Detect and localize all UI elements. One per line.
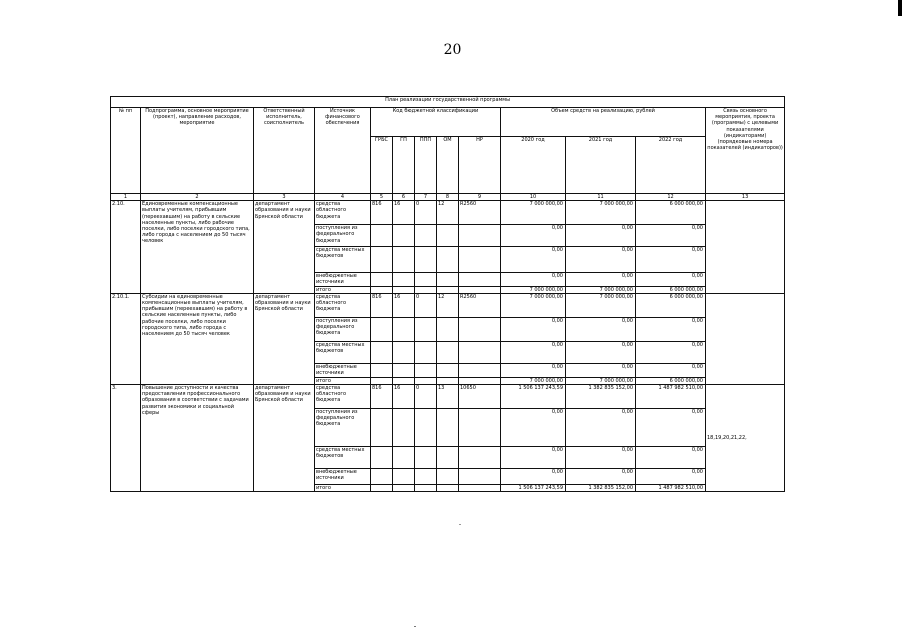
total-cell: 7 000 000,00: [501, 377, 566, 384]
amount-cell: 0,00: [566, 273, 636, 286]
row-name: Единовременные компенсационные выплаты учителям, прибывшим (переехавшим) на работу в сельские населенные пункты, либо рабочие поселки, либо поселки городского типа, либо города с населением до 50 тысяч человек: [141, 201, 254, 294]
plan-table-container: [110, 96, 784, 520]
scan-speck: [459, 524, 461, 525]
code-om: 13: [437, 385, 459, 409]
total-cell: 6 000 000,00: [636, 286, 706, 293]
total-cell: 1 382 835 152,00: [566, 485, 636, 492]
total-cell: 7 000 000,00: [566, 377, 636, 384]
amount-cell: 0,00: [501, 317, 566, 341]
code-grbs: 816: [371, 201, 393, 225]
source-local: средства местных бюджетов: [315, 247, 371, 273]
plan-table: [110, 96, 785, 492]
source-federal: поступления из федерального бюджета: [315, 317, 371, 341]
col-number: 8: [437, 194, 459, 201]
source-extra: внебюджетные источники: [315, 273, 371, 286]
row-executor: департамент образования и науки Брянской области: [254, 385, 315, 492]
amount-cell: 0,00: [566, 317, 636, 341]
header-year-3: 2022 год: [636, 137, 706, 194]
col-number: 5: [371, 194, 393, 201]
total-cell: 7 000 000,00: [566, 286, 636, 293]
source-total: итого: [315, 485, 371, 492]
header-num: № пп: [111, 108, 141, 194]
code-om: 12: [437, 293, 459, 317]
amount-cell: 0,00: [636, 225, 706, 247]
source-federal: поступления из федерального бюджета: [315, 409, 371, 447]
row-link: [706, 201, 785, 294]
amount-cell: 6 000 000,00: [636, 201, 706, 225]
code-grbs: 816: [371, 293, 393, 317]
plan-title: План реализации государственной программы: [111, 97, 785, 108]
amount-cell: 0,00: [566, 341, 636, 363]
row-name: Повышение доступности и качества предоставления профессионального образования в соответствии с задачами развития экономики и социальной сферы: [141, 385, 254, 492]
header-om: ОМ: [437, 137, 459, 194]
col-number: 12: [636, 194, 706, 201]
code-gp: 16: [393, 201, 415, 225]
header-gp: ГП: [393, 137, 415, 194]
row-link: 18,19,20,21,22,: [706, 385, 785, 492]
code-nr: 10650: [459, 385, 501, 409]
total-cell: 6 000 000,00: [636, 377, 706, 384]
source-extra: внебюджетные источники: [315, 469, 371, 485]
source-extra: внебюджетные источники: [315, 363, 371, 377]
col-number: 2: [141, 194, 254, 201]
amount-cell: 0,00: [636, 341, 706, 363]
header-program: Подпрограмма, основное мероприятие (проект), направление расходов, мероприятие: [141, 108, 254, 194]
col-number: 7: [415, 194, 437, 201]
amount-cell: 0,00: [501, 247, 566, 273]
amount-cell: 0,00: [636, 469, 706, 485]
header-year-1: 2020 год: [501, 137, 566, 194]
row-executor: департамент образования и науки Брянской области: [254, 201, 315, 294]
header-executor: Ответственный исполнитель, соисполнитель: [254, 108, 315, 194]
code-nr: R2560: [459, 201, 501, 225]
header-ppp: ППП: [415, 137, 437, 194]
header-amount: Объем средств на реализацию, рублей: [501, 108, 706, 137]
amount-cell: 0,00: [501, 447, 566, 469]
amount-cell: 0,00: [566, 363, 636, 377]
col-number: 6: [393, 194, 415, 201]
total-cell: 1 487 982 510,00: [636, 485, 706, 492]
header-link: Связь основного мероприятия, проекта (программы) с целевыми показателями (индикаторами) (порядковые номера показателей (индикаторов)): [706, 108, 785, 194]
row-executor: департамент образования и науки Брянской области: [254, 293, 315, 384]
header-budget-code: Код бюджетной классификации: [371, 108, 501, 137]
code-gp: 16: [393, 385, 415, 409]
row-link: [706, 293, 785, 384]
amount-cell: 6 000 000,00: [636, 293, 706, 317]
amount-cell: 0,00: [636, 317, 706, 341]
amount-cell: 1 487 982 510,00: [636, 385, 706, 409]
amount-cell: 0,00: [566, 247, 636, 273]
header-grbs: ГРБС: [371, 137, 393, 194]
scan-edge-mark: [898, 0, 902, 16]
header-source: Источник финансового обеспечения: [315, 108, 371, 194]
col-number: 4: [315, 194, 371, 201]
col-number: 9: [459, 194, 501, 201]
total-cell: 1 506 137 243,59: [501, 485, 566, 492]
source-regional: средства областного бюджета: [315, 201, 371, 225]
amount-cell: 0,00: [566, 225, 636, 247]
amount-cell: 7 000 000,00: [566, 293, 636, 317]
amount-cell: 0,00: [501, 273, 566, 286]
amount-cell: 0,00: [501, 469, 566, 485]
source-local: средства местных бюджетов: [315, 447, 371, 469]
header-year-2: 2021 год: [566, 137, 636, 194]
amount-cell: 0,00: [636, 363, 706, 377]
code-gp: 16: [393, 293, 415, 317]
amount-cell: 0,00: [501, 363, 566, 377]
scan-speck: [414, 626, 416, 627]
code-nr: R2560: [459, 293, 501, 317]
source-regional: средства областного бюджета: [315, 385, 371, 409]
row-num: 2.10.1.: [111, 293, 141, 384]
col-number: 10: [501, 194, 566, 201]
col-number: 13: [706, 194, 785, 201]
row-name: Субсидии на единовременные компенсационные выплаты учителям, прибывшим (переехавшим) на работу в сельские населенные пункты, либо рабочие поселки, либо поселки городского типа, либо города с населением до 50 тысяч человек: [141, 293, 254, 384]
col-number: 1: [111, 194, 141, 201]
code-grbs: 816: [371, 385, 393, 409]
code-ppp: 0: [415, 201, 437, 225]
amount-cell: 0,00: [566, 469, 636, 485]
amount-cell: 1 506 137 243,59: [501, 385, 566, 409]
amount-cell: 0,00: [566, 409, 636, 447]
total-cell: 7 000 000,00: [501, 286, 566, 293]
amount-cell: 7 000 000,00: [501, 293, 566, 317]
amount-cell: 0,00: [501, 409, 566, 447]
header-nr: НР: [459, 137, 501, 194]
source-local: средства местных бюджетов: [315, 341, 371, 363]
amount-cell: 1 382 835 152,00: [566, 385, 636, 409]
col-number: 11: [566, 194, 636, 201]
source-total: итого: [315, 286, 371, 293]
source-federal: поступления из федерального бюджета: [315, 225, 371, 247]
source-regional: средства областного бюджета: [315, 293, 371, 317]
row-num: 2.10.: [111, 201, 141, 294]
source-total: итого: [315, 377, 371, 384]
page-number: 20: [443, 42, 462, 58]
amount-cell: 0,00: [501, 225, 566, 247]
amount-cell: 0,00: [501, 341, 566, 363]
amount-cell: 0,00: [636, 409, 706, 447]
code-om: 12: [437, 201, 459, 225]
amount-cell: 7 000 000,00: [566, 201, 636, 225]
code-ppp: 0: [415, 385, 437, 409]
amount-cell: 0,00: [636, 447, 706, 469]
amount-cell: 0,00: [636, 273, 706, 286]
row-num: 3.: [111, 385, 141, 492]
code-ppp: 0: [415, 293, 437, 317]
col-number: 3: [254, 194, 315, 201]
amount-cell: 0,00: [636, 247, 706, 273]
amount-cell: 7 000 000,00: [501, 201, 566, 225]
amount-cell: 0,00: [566, 447, 636, 469]
